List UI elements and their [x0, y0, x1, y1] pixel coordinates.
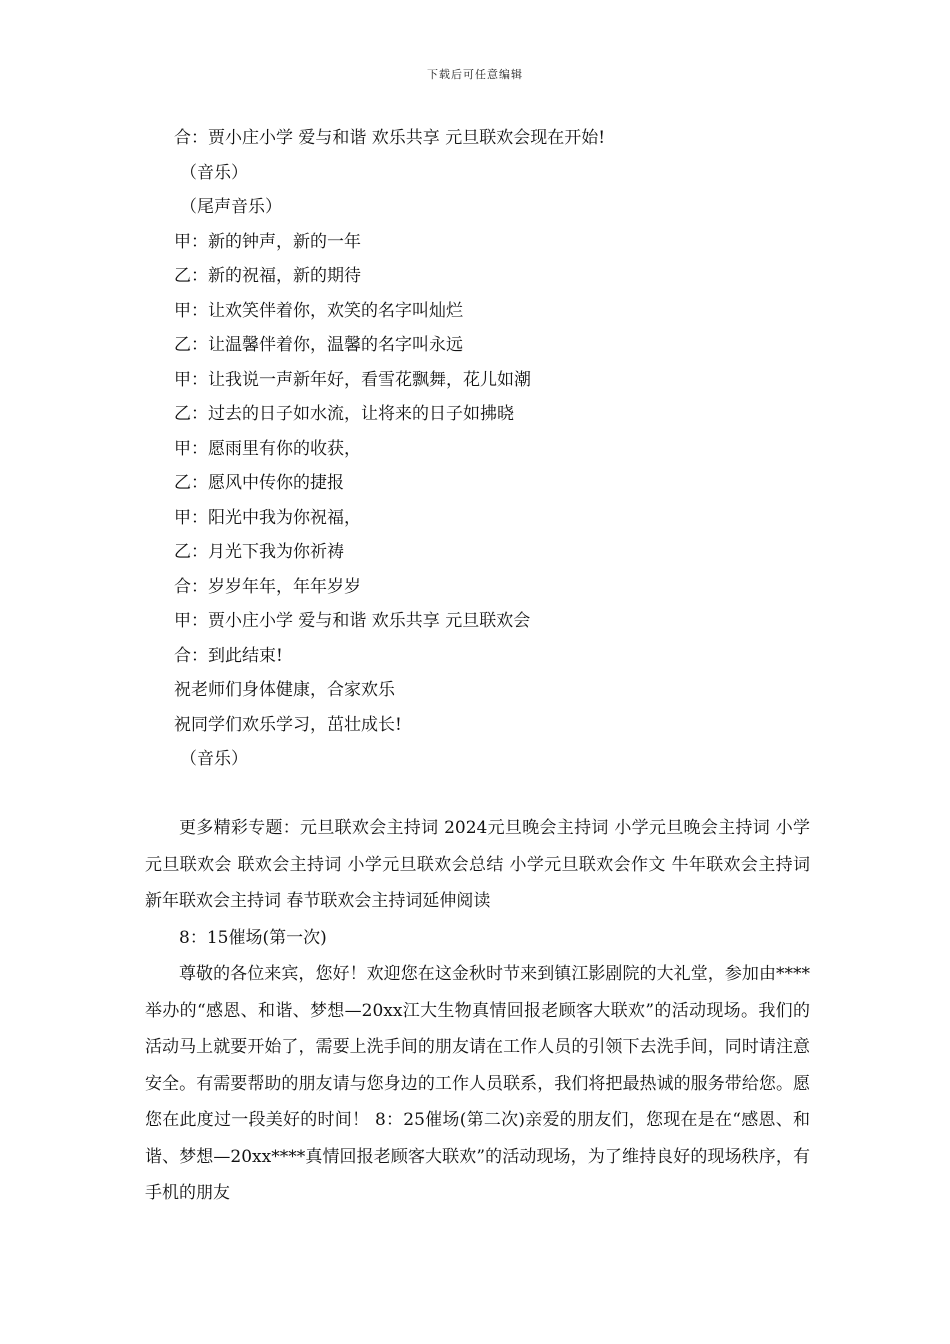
script-line: 合：贾小庄小学 爱与和谐 欢乐共享 元旦联欢会现在开始! [174, 128, 606, 148]
stage-direction-line: （音乐） [180, 749, 248, 769]
script-line: 甲：让欢笑伴着你，欢笑的名字叫灿烂 [174, 300, 463, 321]
stage-direction-line: （尾声音乐） [180, 197, 282, 217]
script-line: 甲：新的钟声，新的一年 [174, 231, 361, 252]
script-line: 乙：过去的日子如水流，让将来的日子如拂晓 [174, 404, 514, 424]
script-line: 甲：愿雨里有你的收获， [174, 438, 361, 459]
more-topics-paragraph: 更多精彩专题：元旦联欢会主持词 2024元旦晚会主持词 小学元旦晚会主持词 小学元旦联欢会 联欢会主持词 小学元旦联欢会总结 小学元旦联欢会作文 牛年联欢会主持词 新年联欢会主持词 春节联欢会主持词延伸阅读 [145, 818, 810, 911]
script-line: 祝老师们身体健康，合家欢乐 [174, 680, 395, 700]
page-header: 下载后可任意编辑 [427, 68, 523, 81]
script-line: 合：到此结束! [174, 645, 283, 666]
script-lines [174, 121, 854, 777]
first-call-paragraph: 尊敬的各位来宾，您好！欢迎您在这金秋时节来到镇江影剧院的大礼堂，参加由****举办的“感恩、和谐、梦想—20xx江大生物真情回报老顾客大联欢”的活动现场。我们的活动马上就要开始了，需要上洗手间的朋友请在工作人员的引领下去洗手间，同时请注意安全。有需要帮助的朋友请与您身边的工作人员联系，我们将把最热诚的服务带给您。愿您在此度过一段美好的时间！ 8：25催场(第二次)亲爱的朋友们，您现在是在“感恩、和谐、梦想—20xx****真情回报老顾客大联欢”的活动现场，为了维持良好的现场秩序，有手机的朋友 [145, 964, 810, 1203]
script-line: 乙：让温馨伴着你，温馨的名字叫永远 [174, 335, 463, 355]
script-line: 甲：让我说一声新年好，看雪花飘舞，花儿如潮 [174, 369, 531, 390]
script-line: 祝同学们欢乐学习，茁壮成长! [174, 714, 402, 735]
script-line: 乙：新的祝福，新的期待 [174, 266, 361, 286]
article-body [145, 810, 810, 1212]
script-line: 甲：阳光中我为你祝福， [174, 507, 361, 528]
script-line: 合：岁岁年年，年年岁岁 [174, 576, 361, 597]
stage-direction-line: （音乐） [180, 162, 248, 183]
script-line: 乙：月光下我为你祈祷 [174, 542, 344, 562]
script-line: 乙：愿风中传你的捷报 [174, 473, 344, 493]
script-line: 甲：贾小庄小学 爱与和谐 欢乐共享 元旦联欢会 [174, 611, 531, 631]
first-call-time: 8：15催场(第一次) [179, 927, 327, 948]
